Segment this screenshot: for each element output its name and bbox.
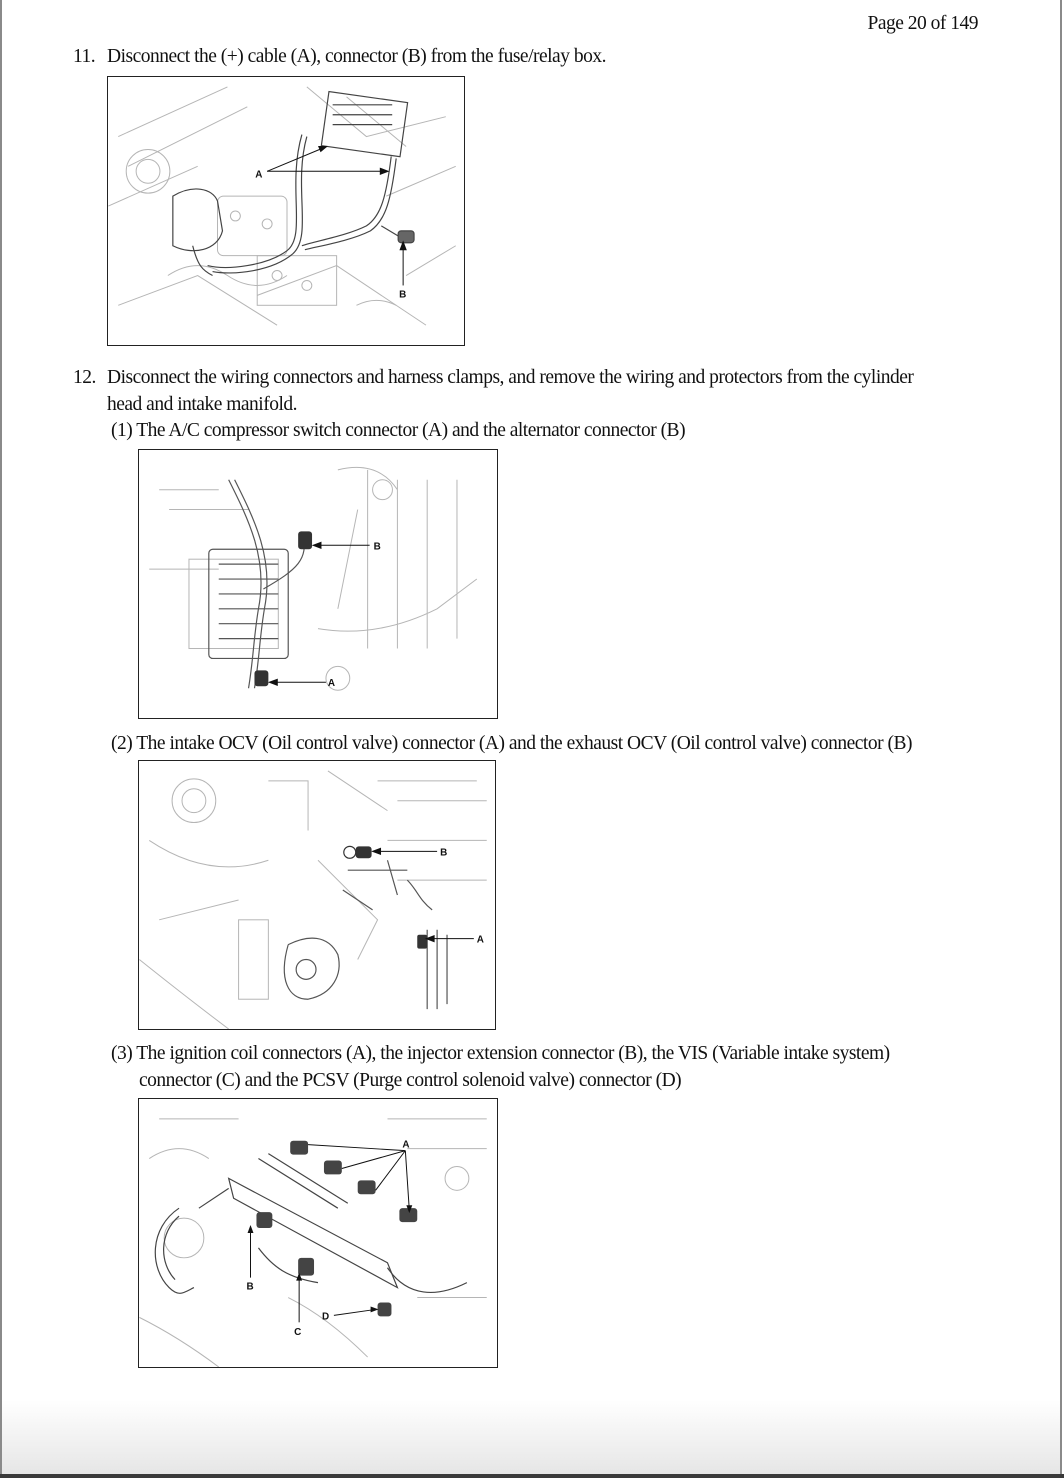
callout-a-label: A: [255, 169, 263, 181]
ocv-drawing-illustration: [139, 761, 495, 1029]
callout-b-label: B: [373, 541, 381, 553]
callout-a-label: A: [327, 678, 336, 690]
step-text: Disconnect the wiring connectors and harness clamps, and remove the wiring and protectors from the cylinder: [107, 367, 914, 388]
figure-ignition-coil-connectors: [138, 1098, 498, 1368]
figure-alternator-connectors: [138, 449, 498, 719]
step-text: Disconnect the (+) cable (A), connector (B) from the fuse/relay box.: [107, 46, 606, 67]
step-11: [73, 43, 606, 70]
callout-a-label: A: [476, 934, 484, 946]
callout-b-label: B: [440, 847, 448, 859]
figure-fuse-relay-box: [107, 76, 465, 346]
step-12-line-1: [73, 364, 913, 391]
figure-ocv-connectors: [138, 760, 496, 1030]
alternator-drawing-illustration: [139, 450, 497, 718]
page-bottom-edge: [0, 1474, 1064, 1478]
substep-1-text: (1) The A/C compressor switch connector (A) and the alternator connector (B): [111, 420, 686, 441]
step-number: 12.: [73, 367, 96, 388]
substep-3-line-2: connector (C) and the PCSV (Purge control solenoid valve) connector (D): [139, 1070, 682, 1091]
callout-d-label: D: [321, 1311, 330, 1323]
substep-3-line-1: (3) The ignition coil connectors (A), the injector extension connector (B), the VIS (Variable intake system): [111, 1043, 890, 1064]
callout-a-label: A: [402, 1139, 410, 1151]
step-number: 11.: [73, 46, 96, 67]
callout-b-label: B: [246, 1281, 254, 1293]
step-12-line-2: head and intake manifold.: [107, 394, 298, 415]
substep-2-text: (2) The intake OCV (Oil control valve) connector (A) and the exhaust OCV (Oil control valve) connector (B): [111, 733, 912, 754]
engine-drawing-illustration: [108, 77, 464, 345]
callout-c-label: C: [294, 1327, 302, 1339]
ignition-coil-drawing-illustration: [139, 1099, 497, 1367]
page-number: Page 20 of 149: [867, 13, 978, 34]
callout-b-label: B: [399, 289, 407, 301]
